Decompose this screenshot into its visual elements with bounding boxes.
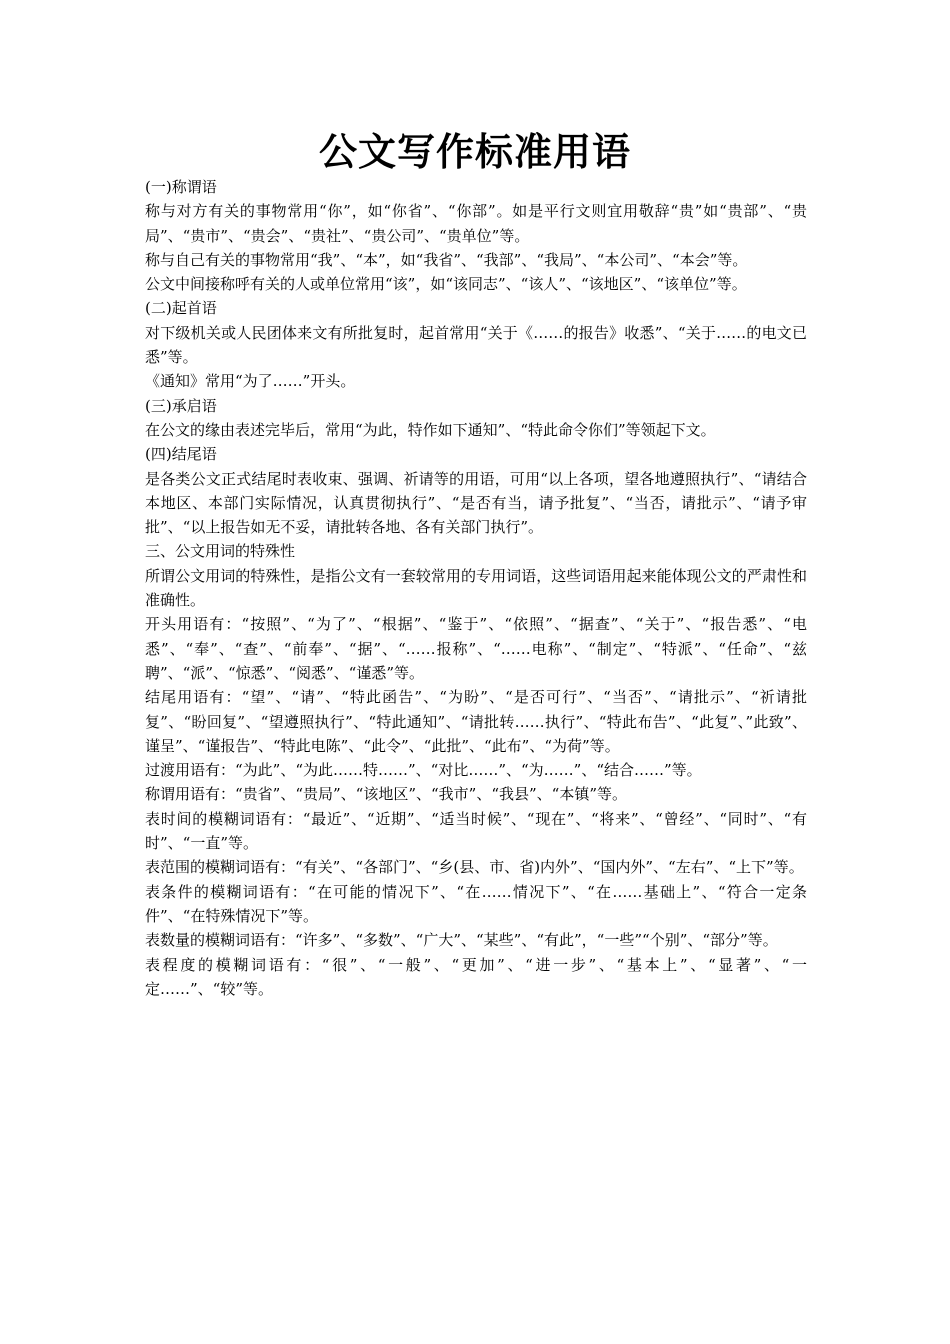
- section-heading-closing: (四)结尾语: [145, 445, 217, 464]
- paragraph: 开头用语有：“按照”、“为了”、“根据”、“鉴于”、“依照”、“据查”、“关于”、“报告悉”、“电悉”、“奉”、“查”、“前奉”、“据”、“……报称”、“……电称”、“制定”、“特派”、“任命”、“兹聘”、“派”、“惊悉”、“阅悉”、“谨悉”等。: [145, 615, 807, 682]
- paragraph: 称与自己有关的事物常用“我”、“本”，如“我省”、“我部”、“我局”、“本公司”、“本会”等。: [145, 250, 748, 269]
- paragraph: 表时间的模糊词语有：“最近”、“近期”、“适当时候”、“现在”、“将来”、“曾经”、“同时”、“有时”、“一直”等。: [145, 809, 807, 853]
- paragraph: 在公文的缘由表述完毕后，常用“为此，特作如下通知”、“特此命令你们”等领起下文。: [145, 420, 716, 439]
- document-body: [145, 175, 807, 1001]
- paragraph: 表程度的模糊词语有：“很”、“一般”、“更加”、“进一步”、“基本上”、“显著”、“一定……”、“较”等。: [145, 955, 807, 998]
- paragraph: 《通知》常用“为了……”开头。: [145, 372, 356, 391]
- section-heading-special-words: 三、公文用词的特殊性: [145, 542, 296, 561]
- paragraph: 表范围的模糊词语有：“有关”、“各部门”、“乡(县、市、省)内外”、“国内外”、“左右”、“上下”等。: [145, 858, 804, 877]
- section-heading-transition: (三)承启语: [145, 396, 217, 415]
- paragraph: 过渡用语有：“为此”、“为此……特……”、“对比……”、“为……”、“结合……”等。: [145, 761, 702, 780]
- section-heading-opening: (二)起首语: [145, 299, 217, 318]
- paragraph: 称谓用语有：“贵省”、“贵局”、“该地区”、“我市”、“我县”、“本镇”等。: [145, 785, 628, 804]
- paragraph: 结尾用语有：“望”、“请”、“特此函告”、“为盼”、“是否可行”、“当否”、“请批示”、“祈请批复”、“盼回复”、“望遵照执行”、“特此通知”、“请批转……执行”、“特此布告”、“此复”、”此致”、谨呈”、“谨报告”、“特此电陈”、“此令”、“此批”、“此布”、“为荷”等。: [145, 688, 807, 755]
- paragraph: 称与对方有关的事物常用“你”，如“你省”、“你部”。如是平行文则宜用敬辞“贵”如“贵部”、“贵局”、“贵市”、“贵会”、“贵社”、“贵公司”、“贵单位”等。: [145, 202, 807, 245]
- paragraph: 对下级机关或人民团体来文有所批复时，起首常用“关于《……的报告》收悉”、“关于……的电文已悉”等。: [145, 323, 807, 367]
- paragraph: 表数量的模糊词语有：“许多”、“多数”、“广大”、“某些”、“有此”，“一些”“个别”、“部分”等。: [145, 931, 778, 950]
- paragraph: 公文中间接称呼有关的人或单位常用“该”，如“该同志”、“该人”、“该地区”、“该单位”等。: [145, 275, 747, 294]
- section-heading-appellation: (一)称谓语: [145, 178, 217, 196]
- document-title: 公文写作标准用语: [318, 129, 631, 174]
- paragraph: 是各类公文正式结尾时表收束、强调、祈请等的用语，可用“以上各项，望各地遵照执行”、“请结合本地区、本部门实际情况，认真贯彻执行”、“是否有当，请予批复”、“当否，请批示”、“请予审批”、“以上报告如无不妥，请批转各地、各有关部门执行”。: [145, 469, 807, 537]
- paragraph: 所谓公文用词的特殊性，是指公文有一套较常用的专用词语，这些词语用起来能体现公文的严肃性和准确性。: [145, 566, 807, 610]
- paragraph: 表条件的模糊词语有：“在可能的情况下”、“在……情况下”、“在……基础上”、“符合一定条件”、“在特殊情况下”等。: [145, 882, 807, 925]
